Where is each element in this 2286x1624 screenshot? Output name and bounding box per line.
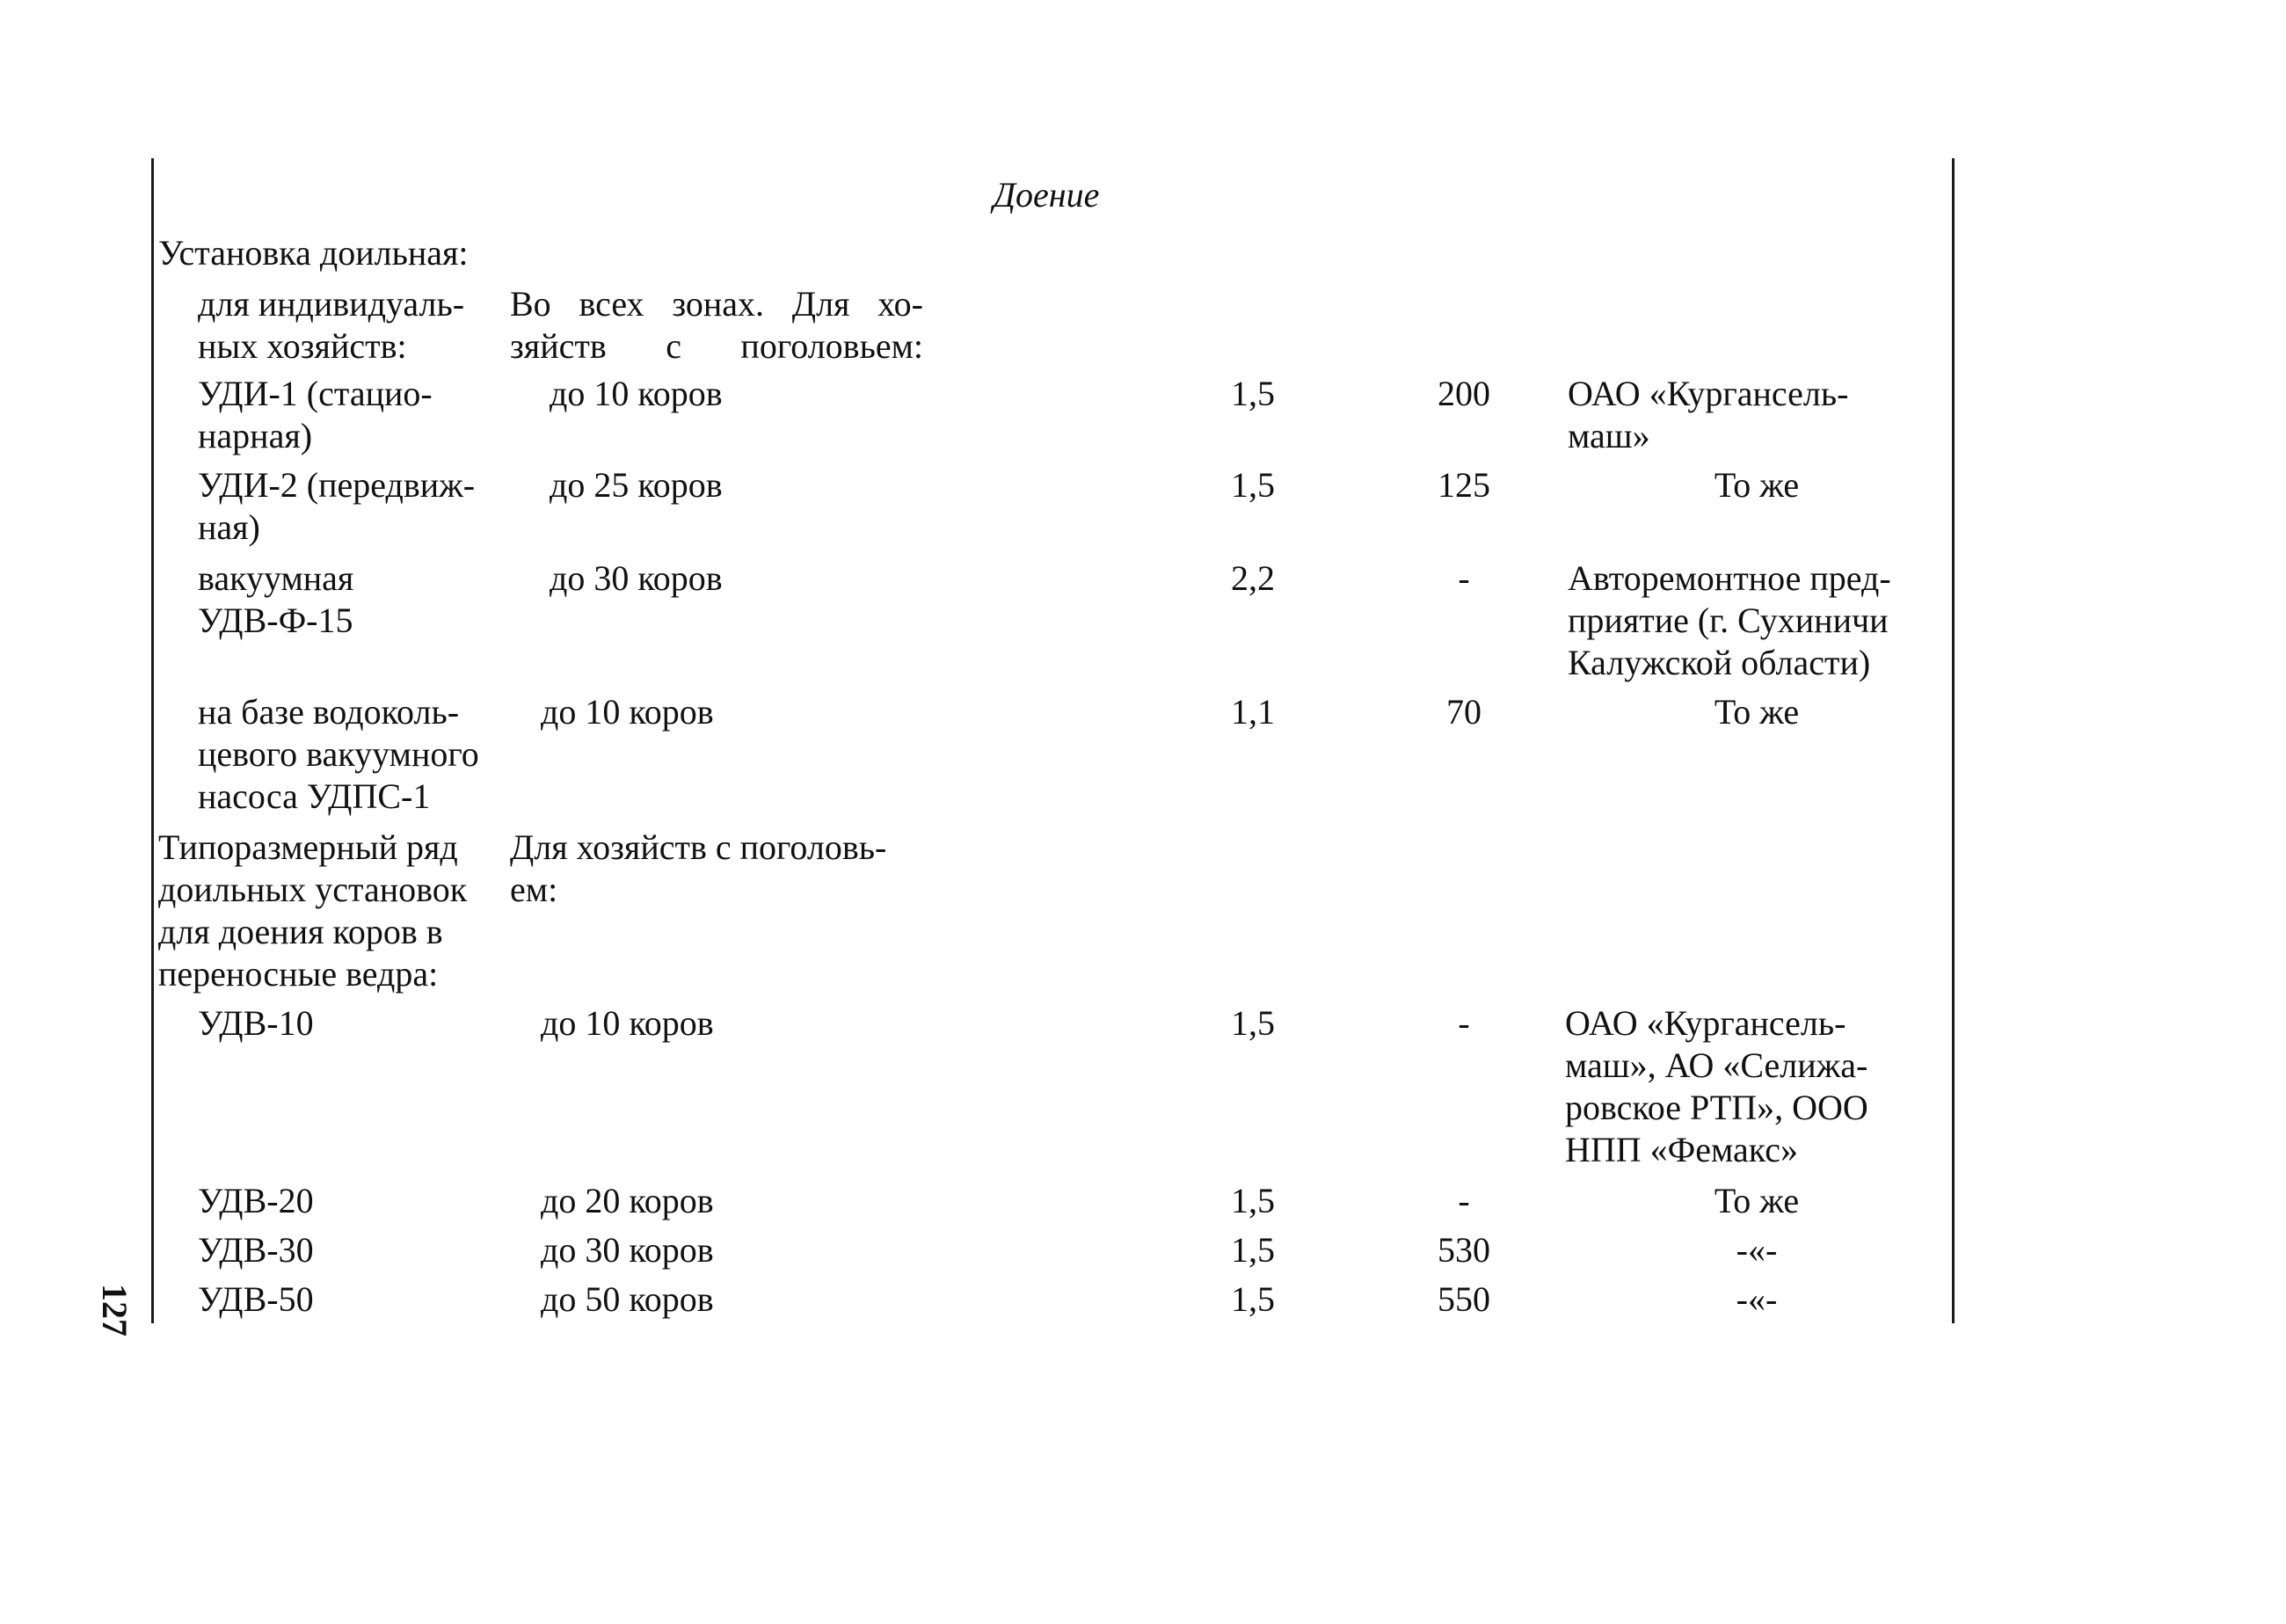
table-row-name: УДИ-2 (передвиж- ная) bbox=[198, 465, 476, 547]
table-row-name: УДВ-10 bbox=[198, 1003, 314, 1043]
subheading-individual-farms: для индивидуаль- ных хозяйств: bbox=[198, 284, 465, 366]
table-row-power: 1,5 bbox=[1231, 465, 1275, 505]
table-row-power: 2,2 bbox=[1231, 558, 1275, 598]
table-row-capacity: до 30 коров bbox=[541, 1230, 714, 1270]
table-row-price: - bbox=[1458, 558, 1470, 598]
table-row-power: 1,1 bbox=[1231, 692, 1275, 732]
table-row-power: 1,5 bbox=[1231, 1230, 1275, 1270]
table-row-capacity: до 20 коров bbox=[541, 1181, 714, 1220]
table-row-capacity: до 30 коров bbox=[550, 558, 723, 598]
table-row-manufacturer: -«- bbox=[1736, 1279, 1778, 1319]
table-row-capacity: до 25 коров bbox=[550, 465, 723, 505]
table-row-name: вакуумная УДВ-Ф-15 bbox=[198, 558, 354, 640]
table-row-price: - bbox=[1458, 1003, 1470, 1043]
table-row-manufacturer: То же bbox=[1714, 692, 1800, 732]
table-row-manufacturer: -«- bbox=[1736, 1230, 1778, 1270]
left-border-line bbox=[151, 158, 154, 1323]
section-heading: Доение bbox=[993, 175, 1100, 215]
group-label-size-range: Типоразмерный ряд доильных установок для доения коров в переносные ведра: bbox=[158, 827, 468, 994]
table-row-capacity: до 10 коров bbox=[550, 374, 723, 413]
table-row-manufacturer: То же bbox=[1714, 1181, 1800, 1220]
table-row-manufacturer: ОАО «Кургансель- маш» bbox=[1568, 374, 1849, 455]
table-row-price: 125 bbox=[1438, 465, 1490, 505]
table-row-price: 530 bbox=[1438, 1230, 1490, 1270]
table-row-name: на базе водоколь- цевого вакуумного насоса УДПС-1 bbox=[198, 692, 479, 816]
table-row-name: УДВ-50 bbox=[198, 1279, 314, 1319]
table-row-price: 70 bbox=[1446, 692, 1482, 732]
table-row-power: 1,5 bbox=[1231, 374, 1275, 413]
table-row-manufacturer: То же bbox=[1714, 465, 1800, 505]
page-number: 127 bbox=[95, 1284, 135, 1336]
table-row-price: 550 bbox=[1438, 1279, 1490, 1319]
table-row-manufacturer: ОАО «Кургансель- маш», АО «Селижа- ровское РТП», ООО НПП «Фемакс» bbox=[1565, 1003, 1868, 1169]
table-row-power: 1,5 bbox=[1231, 1003, 1275, 1043]
scope-all-zones: Во всех зонах. Для хо- зяйств с поголовьем: bbox=[510, 284, 923, 366]
table-row-power: 1,5 bbox=[1231, 1181, 1275, 1220]
table-row-price: 200 bbox=[1438, 374, 1490, 413]
table-row-price: - bbox=[1458, 1181, 1470, 1220]
table-row-capacity: до 10 коров bbox=[541, 692, 714, 732]
table-row-power: 1,5 bbox=[1231, 1279, 1275, 1319]
scope-herd-size: Для хозяйств с поголовь- ем: bbox=[510, 827, 887, 909]
table-row-name: УДВ-30 bbox=[198, 1230, 314, 1270]
table-row-manufacturer: Авторемонтное пред- приятие (г. Сухиничи Калужской области) bbox=[1568, 558, 1891, 682]
table-row-capacity: до 50 коров bbox=[541, 1279, 714, 1319]
table-row-capacity: до 10 коров bbox=[541, 1003, 714, 1043]
group-label-milking-unit: Установка доильная: bbox=[158, 233, 469, 273]
right-border-line bbox=[1952, 158, 1955, 1323]
table-row-name: УДИ-1 (стацио- нарная) bbox=[198, 374, 433, 455]
table-row-name: УДВ-20 bbox=[198, 1181, 314, 1220]
